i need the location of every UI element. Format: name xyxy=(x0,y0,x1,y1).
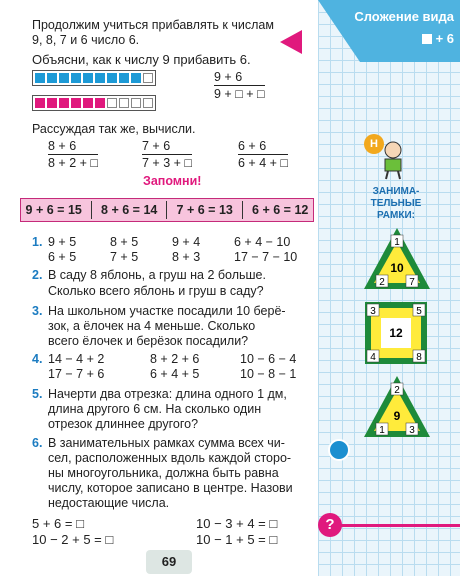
svg-text:1: 1 xyxy=(379,425,385,436)
globe-icon xyxy=(328,439,350,461)
bottom-eq-left-1: 5 + 6 = □ xyxy=(32,516,84,531)
task-2-line-1: В саду 8 яблонь, а груш на 2 больше. xyxy=(48,268,266,282)
svg-text:5: 5 xyxy=(416,306,422,317)
task-5-line-1: Начерти два отрезка: длина одного 1 дм, xyxy=(48,387,287,401)
counter-empty xyxy=(131,98,141,108)
task-5-line-3: отрезок длиннее другого? xyxy=(48,417,199,431)
counter-row-blue xyxy=(32,70,156,86)
counter-blue xyxy=(47,73,57,83)
task-6-line-1: В занимательных рамках сумма всех чи- xyxy=(48,436,285,450)
sidebar-title: ЗАНИМА- ТЕЛЬНЫЕ РАМКИ: xyxy=(370,186,422,221)
counter-blue xyxy=(131,73,141,83)
bottom-eq-left-2: 10 − 2 + 5 = □ xyxy=(32,532,114,547)
intro-line-3: Объясни, как к числу 9 прибавить 6. xyxy=(32,52,251,67)
task-1-expr: 7 + 5 xyxy=(110,250,139,264)
counter-magenta xyxy=(71,98,81,108)
pointer-triangle-icon xyxy=(280,30,302,54)
counter-blue xyxy=(71,73,81,83)
task-4-expr: 6 + 4 + 5 xyxy=(150,367,200,381)
svg-text:8: 8 xyxy=(416,352,422,363)
mascot-badge: Н xyxy=(364,134,384,154)
section-title: Сложение вида xyxy=(354,9,454,24)
divider xyxy=(91,201,92,219)
intro-line-1: Продолжим учиться прибавлять к числам xyxy=(32,18,274,32)
task-3-line-1: На школьном участке посадили 10 берё- xyxy=(48,304,286,318)
mascot-icon xyxy=(376,140,410,180)
remember-eq-2: 8 + 6 = 14 xyxy=(101,203,158,217)
empty-box-icon xyxy=(422,34,432,44)
svg-text:3: 3 xyxy=(409,425,415,436)
section-subtitle: + 6 xyxy=(380,31,454,46)
schema-fraction: $\frac{9 + 6}{9 + □ + □}$ xyxy=(214,70,265,101)
svg-text:4: 4 xyxy=(370,352,376,363)
counter-magenta xyxy=(83,98,93,108)
counter-blue xyxy=(59,73,69,83)
svg-text:3: 3 xyxy=(370,306,376,317)
question-icon: ? xyxy=(318,513,342,537)
task-4-expr: 10 − 8 − 1 xyxy=(240,367,297,381)
task-4-expr: 14 − 4 + 2 xyxy=(48,352,105,366)
task-3-line-2: зок, а ёлочек на 4 меньше. Сколько xyxy=(48,319,256,333)
counter-magenta xyxy=(35,98,45,108)
counter-row-magenta xyxy=(32,95,156,111)
task-3-number: 3. xyxy=(32,304,43,318)
task-6-line-5: недостающие числа. xyxy=(48,496,170,510)
remember-eq-4: 6 + 6 = 12 xyxy=(252,203,309,217)
task-1-expr: 6 + 4 − 10 xyxy=(234,235,291,249)
remember-eq-1: 9 + 6 = 15 xyxy=(25,203,82,217)
task-1-expr: 17 − 7 − 10 xyxy=(234,250,298,264)
remember-eq-3: 7 + 6 = 13 xyxy=(176,203,233,217)
task-5-number: 5. xyxy=(32,387,43,401)
task-1-expr: 8 + 3 xyxy=(172,250,201,264)
svg-text:2: 2 xyxy=(379,277,385,288)
task-6-line-3: ны многоугольника, должна быть равна xyxy=(48,466,279,480)
similar-text: Рассуждая так же, вычисли. xyxy=(32,122,196,136)
divider xyxy=(242,201,243,219)
task-3-line-3: всего ёлочек и берёзок посадили? xyxy=(48,334,249,348)
counter-empty xyxy=(143,98,153,108)
puzzle-triangle-1 xyxy=(362,226,432,292)
task-2-number: 2. xyxy=(32,268,43,282)
counter-blue xyxy=(95,73,105,83)
svg-text:9: 9 xyxy=(393,409,401,423)
question-bar xyxy=(330,524,460,527)
counter-blue xyxy=(83,73,93,83)
task-6-line-2: сел, расположенных вдоль каждой сторо- xyxy=(48,451,292,465)
similar-item-3: $\frac{6 + 6}{6 + 4 + □}$ xyxy=(238,139,288,170)
svg-text:10: 10 xyxy=(390,261,404,275)
task-4-expr: 8 + 2 + 6 xyxy=(150,352,200,366)
puzzle-triangle-2 xyxy=(362,374,432,440)
task-6-number: 6. xyxy=(32,436,43,450)
remember-box xyxy=(20,198,314,222)
svg-text:2: 2 xyxy=(394,385,400,396)
task-1-expr: 9 + 5 xyxy=(48,235,77,249)
task-5-line-2: длина другого 6 см. На сколько один xyxy=(48,402,262,416)
remember-label: Запомни! xyxy=(143,174,202,188)
task-1-expr: 8 + 5 xyxy=(110,235,139,249)
bottom-eq-right-1: 10 − 3 + 4 = □ xyxy=(196,516,278,531)
counter-magenta xyxy=(59,98,69,108)
page-number: 69 xyxy=(146,550,192,574)
svg-text:1: 1 xyxy=(394,237,400,248)
counter-blue xyxy=(107,73,117,83)
bottom-eq-right-2: 10 − 1 + 5 = □ xyxy=(196,532,278,547)
similar-item-2: $\frac{7 + 6}{7 + 3 + □}$ xyxy=(142,139,192,170)
counter-magenta xyxy=(95,98,105,108)
divider xyxy=(166,201,167,219)
task-6-line-4: числу, которое записано в центре. Назови xyxy=(48,481,293,495)
puzzle-square xyxy=(365,302,427,364)
svg-text:12: 12 xyxy=(389,326,403,340)
task-1-expr: 6 + 5 xyxy=(48,250,77,264)
svg-text:7: 7 xyxy=(409,277,415,288)
task-2-line-2: Сколько всего яблонь и груш в саду? xyxy=(48,284,264,298)
similar-item-1: $\frac{8 + 6}{8 + 2 + □}$ xyxy=(48,139,98,170)
counter-empty xyxy=(143,73,153,83)
counter-blue xyxy=(119,73,129,83)
task-1-expr: 9 + 4 xyxy=(172,235,201,249)
counter-empty xyxy=(119,98,129,108)
task-1-number: 1. xyxy=(32,235,43,249)
counter-blue xyxy=(35,73,45,83)
task-4-expr: 10 − 6 − 4 xyxy=(240,352,297,366)
counter-empty xyxy=(107,98,117,108)
intro-line-2: 9, 8, 7 и 6 число 6. xyxy=(32,33,140,47)
counter-magenta xyxy=(47,98,57,108)
task-4-expr: 17 − 7 + 6 xyxy=(48,367,105,381)
task-4-number: 4. xyxy=(32,352,43,366)
